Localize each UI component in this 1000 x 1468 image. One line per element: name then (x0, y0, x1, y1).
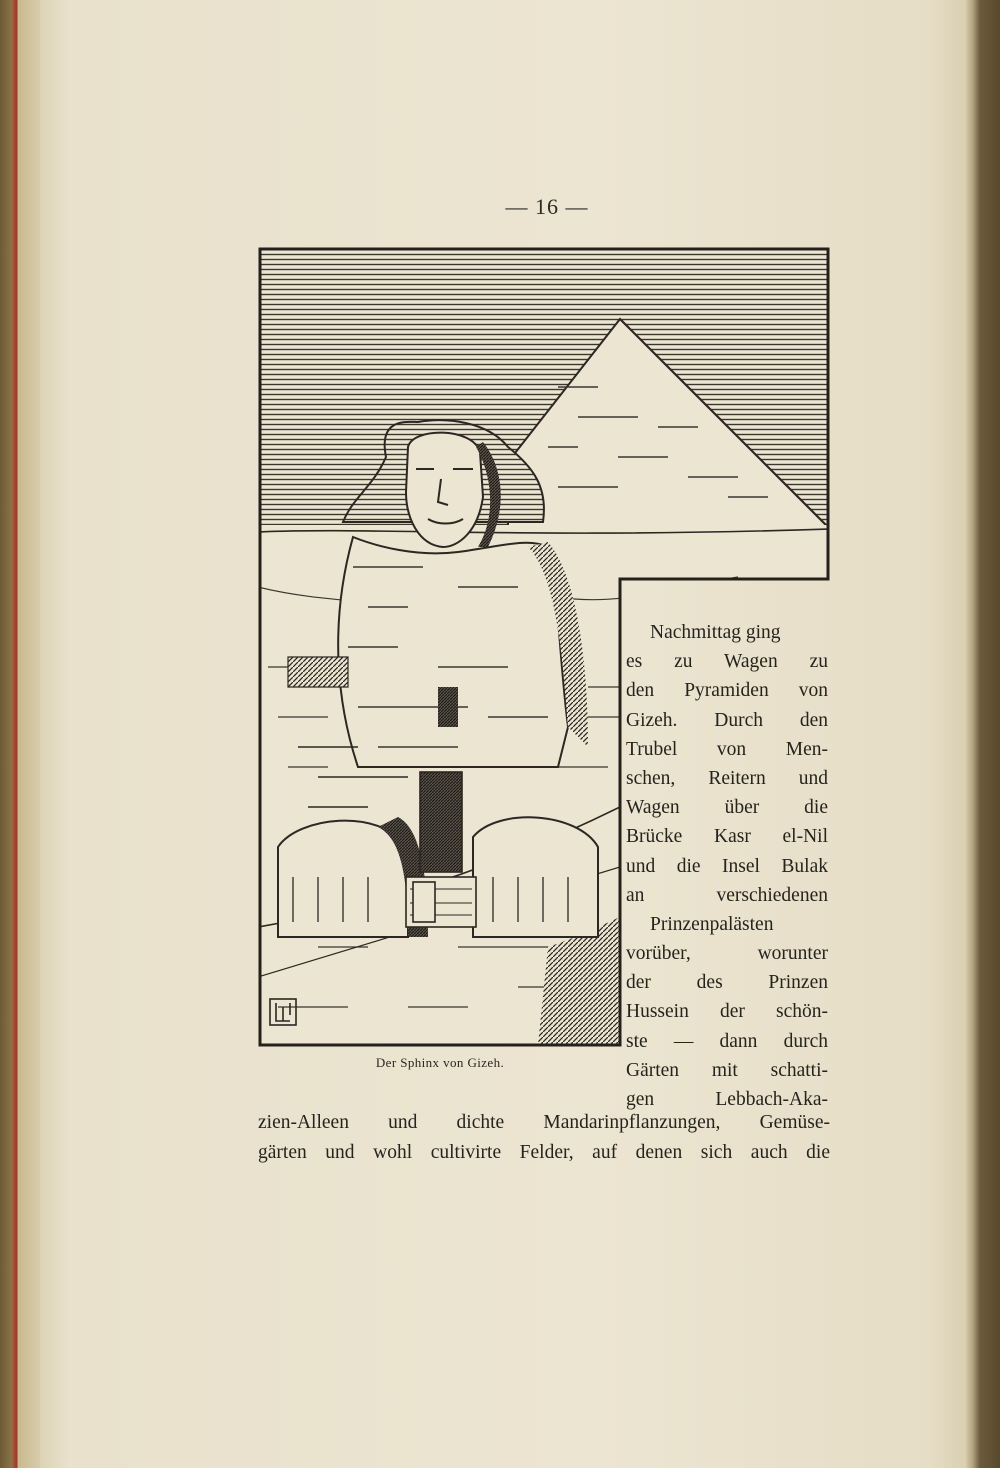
book-cover-right-edge (966, 0, 1000, 1468)
text-line: Prinzenpalästen (650, 913, 774, 935)
page-number: — 16 — (505, 194, 589, 219)
text-line: Brücke Kasr el-Nil (626, 826, 828, 848)
text-line: ste — dann durch (626, 1030, 828, 1052)
text-line: vorüber, worunter (626, 943, 828, 965)
text-line: Gärten mit schatti- (626, 1059, 828, 1081)
text-line: den Pyramiden von (626, 680, 828, 702)
text-line: gen Lebbach-Aka- (626, 1089, 828, 1110)
text-line: Nachmittag ging (650, 622, 781, 643)
text-line: Wagen über die (626, 797, 828, 819)
text-line: Gizeh. Durch den (626, 709, 828, 731)
text-line: gärten und wohl cultivirte Felder, auf denen sich auch die (258, 1141, 830, 1163)
text-column (626, 618, 828, 1114)
text-line: es zu Wagen zu (626, 651, 828, 673)
book-cover-left-edge (0, 0, 40, 1468)
text-line: und die Insel Bulak (626, 855, 828, 877)
text-line: der des Prinzen (626, 972, 828, 994)
text-line: zien-Alleen und dichte Mandarinpflanzungen, Gemüse- (258, 1112, 830, 1133)
text-line: Trubel von Men- (626, 738, 828, 760)
text-line: schen, Reitern und (626, 767, 828, 789)
text-full-width (258, 1108, 830, 1167)
figure-caption: Der Sphinx von Gizeh. (375, 1055, 505, 1070)
text-line: Hussein der schön- (626, 1001, 828, 1023)
text-line: an verschiedenen (626, 884, 828, 906)
